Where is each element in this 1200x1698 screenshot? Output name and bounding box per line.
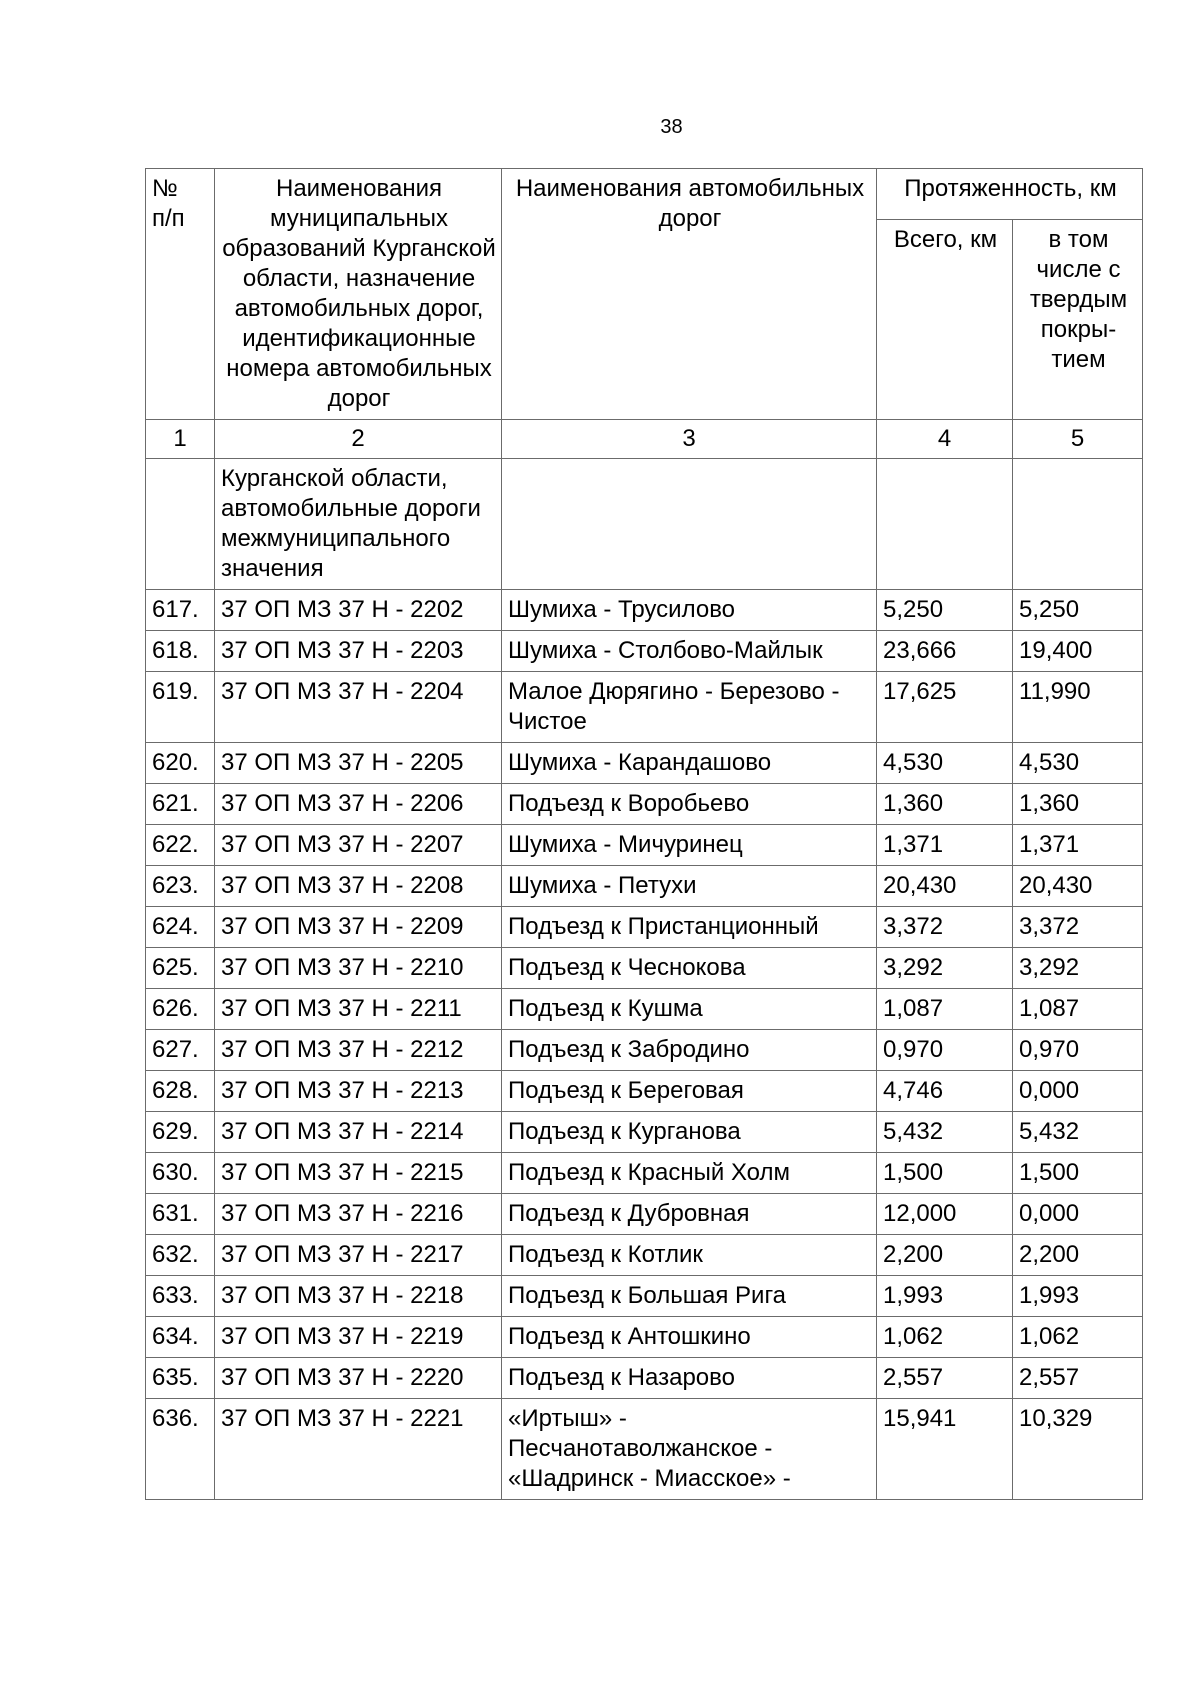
road-id: 37 ОП МЗ 37 Н - 2220	[215, 1358, 502, 1399]
length-total: 20,430	[877, 866, 1013, 907]
column-number: 3	[502, 420, 877, 459]
road-name: Подъезд к Дубровная	[502, 1194, 877, 1235]
section-row	[146, 459, 1143, 590]
road-id: 37 ОП МЗ 37 Н - 2216	[215, 1194, 502, 1235]
road-name: Подъезд к Большая Рига	[502, 1276, 877, 1317]
length-total: 1,500	[877, 1153, 1013, 1194]
length-paved: 10,329	[1013, 1399, 1143, 1500]
road-id: 37 ОП МЗ 37 Н - 2203	[215, 631, 502, 672]
length-paved: 5,250	[1013, 590, 1143, 631]
length-total: 4,530	[877, 743, 1013, 784]
row-number: 626.	[146, 989, 215, 1030]
length-paved: 1,360	[1013, 784, 1143, 825]
length-paved: 19,400	[1013, 631, 1143, 672]
table-row	[146, 1358, 1143, 1399]
roads-table	[145, 168, 1143, 1500]
road-name: Малое Дюрягино - Березово - Чистое	[502, 672, 877, 743]
length-total: 1,062	[877, 1317, 1013, 1358]
length-total: 12,000	[877, 1194, 1013, 1235]
row-number: 624.	[146, 907, 215, 948]
length-paved: 1,087	[1013, 989, 1143, 1030]
length-total: 1,371	[877, 825, 1013, 866]
column-numbers-row	[146, 420, 1143, 459]
length-total: 2,557	[877, 1358, 1013, 1399]
length-total: 2,200	[877, 1235, 1013, 1276]
row-number: 634.	[146, 1317, 215, 1358]
column-number: 2	[215, 420, 502, 459]
road-id: 37 ОП МЗ 37 Н - 2206	[215, 784, 502, 825]
header-col-municipality: Наименования муниципальных образований Курганской области, назначение автомобильных дорог, идентификационные номера автомобильных дорог	[215, 169, 502, 420]
road-name: Шумиха - Карандашово	[502, 743, 877, 784]
row-number: 617.	[146, 590, 215, 631]
table-row	[146, 1030, 1143, 1071]
road-name: Подъезд к Пристанционный	[502, 907, 877, 948]
length-total: 15,941	[877, 1399, 1013, 1500]
header-col-number: № п/п	[146, 169, 215, 420]
page-number: 38	[660, 116, 683, 138]
length-paved: 3,292	[1013, 948, 1143, 989]
column-number: 1	[146, 420, 215, 459]
length-total: 1,360	[877, 784, 1013, 825]
road-name: Шумиха - Мичуринец	[502, 825, 877, 866]
table-row	[146, 1071, 1143, 1112]
road-id: 37 ОП МЗ 37 Н - 2217	[215, 1235, 502, 1276]
road-id: 37 ОП МЗ 37 Н - 2219	[215, 1317, 502, 1358]
header-length-group: Протяженность, км	[877, 169, 1143, 220]
row-number: 635.	[146, 1358, 215, 1399]
table-row	[146, 1317, 1143, 1358]
length-paved: 4,530	[1013, 743, 1143, 784]
row-number: 636.	[146, 1399, 215, 1500]
header-row	[146, 169, 1143, 220]
header-col-road-name: Наименования автомобильных дорог	[502, 169, 877, 420]
length-paved: 5,432	[1013, 1112, 1143, 1153]
length-paved: 0,000	[1013, 1194, 1143, 1235]
road-name: Подъезд к Курганова	[502, 1112, 877, 1153]
row-number: 632.	[146, 1235, 215, 1276]
table-row	[146, 631, 1143, 672]
road-name: Подъезд к Антошкино	[502, 1317, 877, 1358]
row-number: 631.	[146, 1194, 215, 1235]
table-row	[146, 743, 1143, 784]
table-row	[146, 907, 1143, 948]
road-name: Подъезд к Забродино	[502, 1030, 877, 1071]
road-id: 37 ОП МЗ 37 Н - 2211	[215, 989, 502, 1030]
road-name: Подъезд к Чеснокова	[502, 948, 877, 989]
length-total: 23,666	[877, 631, 1013, 672]
row-number: 629.	[146, 1112, 215, 1153]
length-paved: 3,372	[1013, 907, 1143, 948]
length-paved: 1,062	[1013, 1317, 1143, 1358]
road-id: 37 ОП МЗ 37 Н - 2215	[215, 1153, 502, 1194]
row-number: 621.	[146, 784, 215, 825]
length-total: 3,372	[877, 907, 1013, 948]
road-name: Подъезд к Котлик	[502, 1235, 877, 1276]
table-row	[146, 672, 1143, 743]
length-total: 17,625	[877, 672, 1013, 743]
table-row	[146, 989, 1143, 1030]
table-row	[146, 1235, 1143, 1276]
road-name: Шумиха - Петухи	[502, 866, 877, 907]
table-row	[146, 1112, 1143, 1153]
table-row	[146, 784, 1143, 825]
column-number: 4	[877, 420, 1013, 459]
road-id: 37 ОП МЗ 37 Н - 2221	[215, 1399, 502, 1500]
road-name: «Иртыш» - Песчанотаволжанское - «Шадринск - Миасское» -	[502, 1399, 877, 1500]
road-id: 37 ОП МЗ 37 Н - 2218	[215, 1276, 502, 1317]
column-number: 5	[1013, 420, 1143, 459]
length-paved: 2,200	[1013, 1235, 1143, 1276]
length-total: 1,087	[877, 989, 1013, 1030]
table-row	[146, 825, 1143, 866]
length-paved: 0,000	[1013, 1071, 1143, 1112]
road-id: 37 ОП МЗ 37 Н - 2207	[215, 825, 502, 866]
road-id: 37 ОП МЗ 37 Н - 2214	[215, 1112, 502, 1153]
road-id: 37 ОП МЗ 37 Н - 2202	[215, 590, 502, 631]
row-number: 618.	[146, 631, 215, 672]
row-number: 620.	[146, 743, 215, 784]
row-number: 630.	[146, 1153, 215, 1194]
length-paved: 1,371	[1013, 825, 1143, 866]
section-label: Курганской области, автомобильные дороги межмуниципального значения	[215, 459, 502, 590]
road-id: 37 ОП МЗ 37 Н - 2209	[215, 907, 502, 948]
road-id: 37 ОП МЗ 37 Н - 2204	[215, 672, 502, 743]
road-name: Подъезд к Воробьево	[502, 784, 877, 825]
length-paved: 1,993	[1013, 1276, 1143, 1317]
length-paved: 20,430	[1013, 866, 1143, 907]
table-row	[146, 1194, 1143, 1235]
table-row	[146, 866, 1143, 907]
road-id: 37 ОП МЗ 37 Н - 2213	[215, 1071, 502, 1112]
row-number: 628.	[146, 1071, 215, 1112]
table-row	[146, 1153, 1143, 1194]
length-paved: 2,557	[1013, 1358, 1143, 1399]
road-id: 37 ОП МЗ 37 Н - 2212	[215, 1030, 502, 1071]
header-col-total: Всего, км	[877, 219, 1013, 419]
length-paved: 1,500	[1013, 1153, 1143, 1194]
road-id: 37 ОП МЗ 37 Н - 2205	[215, 743, 502, 784]
row-number: 619.	[146, 672, 215, 743]
length-paved: 11,990	[1013, 672, 1143, 743]
table-row	[146, 1276, 1143, 1317]
road-name: Подъезд к Назарово	[502, 1358, 877, 1399]
road-name: Шумиха - Столбово-Майлык	[502, 631, 877, 672]
table-row	[146, 1399, 1143, 1500]
road-id: 37 ОП МЗ 37 Н - 2208	[215, 866, 502, 907]
header-col-paved: в том числе с твердым покры-тием	[1013, 219, 1143, 419]
row-number: 625.	[146, 948, 215, 989]
table-row	[146, 948, 1143, 989]
road-name: Подъезд к Береговая	[502, 1071, 877, 1112]
road-id: 37 ОП МЗ 37 Н - 2210	[215, 948, 502, 989]
row-number: 627.	[146, 1030, 215, 1071]
road-name: Подъезд к Кушма	[502, 989, 877, 1030]
length-total: 5,250	[877, 590, 1013, 631]
length-paved: 0,970	[1013, 1030, 1143, 1071]
row-number: 633.	[146, 1276, 215, 1317]
length-total: 0,970	[877, 1030, 1013, 1071]
length-total: 3,292	[877, 948, 1013, 989]
length-total: 4,746	[877, 1071, 1013, 1112]
road-name: Подъезд к Красный Холм	[502, 1153, 877, 1194]
row-number: 623.	[146, 866, 215, 907]
length-total: 5,432	[877, 1112, 1013, 1153]
row-number: 622.	[146, 825, 215, 866]
table-row	[146, 590, 1143, 631]
length-total: 1,993	[877, 1276, 1013, 1317]
road-name: Шумиха - Трусилово	[502, 590, 877, 631]
